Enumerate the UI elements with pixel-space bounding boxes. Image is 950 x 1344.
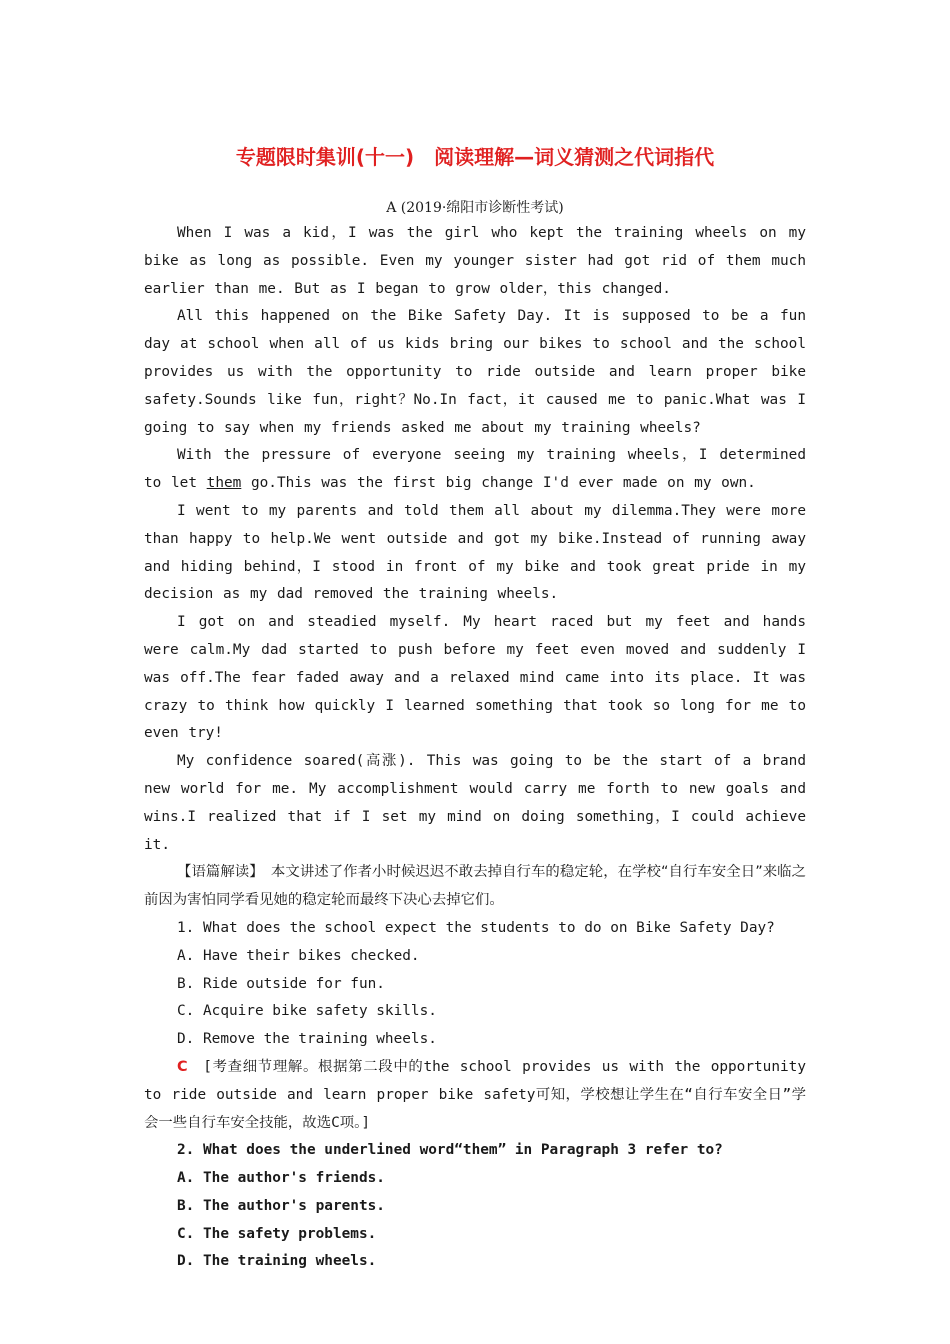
q1-explanation: [考查细节理解。根据第二段中的the school provides us with the opportunity to ride outside and learn proper bike safety可知，学校想让学生在“自行车安全日”学会一些自行车安全技能，故选C项。]: [144, 1058, 806, 1131]
paragraph-6: My confidence soared(高涨). This was going to be the start of a brand new world for me. My accomplishment would carry me forth to new goals and wins.I realized that if I set my mind on doing something，I could achieve it.: [144, 753, 806, 853]
q2-option-a: A. The author's friends.: [177, 1170, 385, 1187]
paragraph-1: When I was a kid，I was the girl who kept the training wheels on my bike as long as possible. Even my younger sister had got rid of them much earlier than me. But as I began to grow older，this changed.: [144, 225, 806, 297]
q1-option-d: D. Remove the training wheels.: [177, 1031, 437, 1048]
q1-answer-explanation: [144, 1054, 806, 1137]
passage-source: A (2019·绵阳市诊断性考试): [386, 200, 564, 216]
paragraph-5: I got on and steadied myself. My heart raced but my feet and hands were calm.My dad started to push before my feet even moved and suddenly I was off.The fear faded away and a relaxed mind came into its place. It was crazy to think how quickly I learned something that took so long for me to even try!: [144, 614, 806, 742]
paragraph-3-part-a: With the pressure of everyone seeing my training wheels，I determined to let: [144, 447, 806, 492]
page-title: 专题限时集训(十一) 阅读理解—词义猜测之代词指代: [235, 145, 715, 169]
q1-option-c: C. Acquire bike safety skills.: [177, 1003, 437, 1020]
underlined-word: them: [206, 475, 242, 492]
question-1: 1. What does the school expect the students to do on Bike Safety Day?: [177, 919, 775, 936]
q2-option-d: D. The training wheels.: [177, 1253, 377, 1270]
passage-body: [144, 220, 806, 1276]
paragraph-2: All this happened on the Bike Safety Day. It is supposed to be a fun day at school when all of us kids bring our bikes to school and the school provides us with the opportunity to ride outside and learn proper bike safety.Sounds like fun，right？No.In fact，it caused me to panic.What was I going to say when my friends asked me about my training wheels?: [144, 308, 806, 436]
paragraph-3-part-b: go.This was the first big change I'd ever made on my own.: [241, 475, 756, 492]
q2-option-c: C. The safety problems.: [177, 1225, 377, 1242]
paragraph-4: I went to my parents and told them all about my dilemma.They were more than happy to help.We went outside and got my bike.Instead of running away and hiding behind，I stood in front of my bike and took great pride in my decision as my dad removed the training wheels.: [144, 502, 806, 603]
q1-answer: C: [177, 1058, 188, 1075]
passage-analysis: 【语篇解读】 本文讲述了作者小时候迟迟不敢去掉自行车的稳定轮，在学校“自行车安全日”来临之前因为害怕同学看见她的稳定轮而最终下决心去掉它们。: [144, 864, 806, 909]
q1-option-b: B. Ride outside for fun.: [177, 975, 385, 992]
question-2: 2. What does the underlined word“them” in Paragraph 3 refer to?: [177, 1142, 723, 1159]
q2-option-b: B. The author's parents.: [177, 1197, 385, 1214]
q1-option-a: A. Have their bikes checked.: [177, 947, 420, 964]
paragraph-3: [144, 442, 806, 498]
